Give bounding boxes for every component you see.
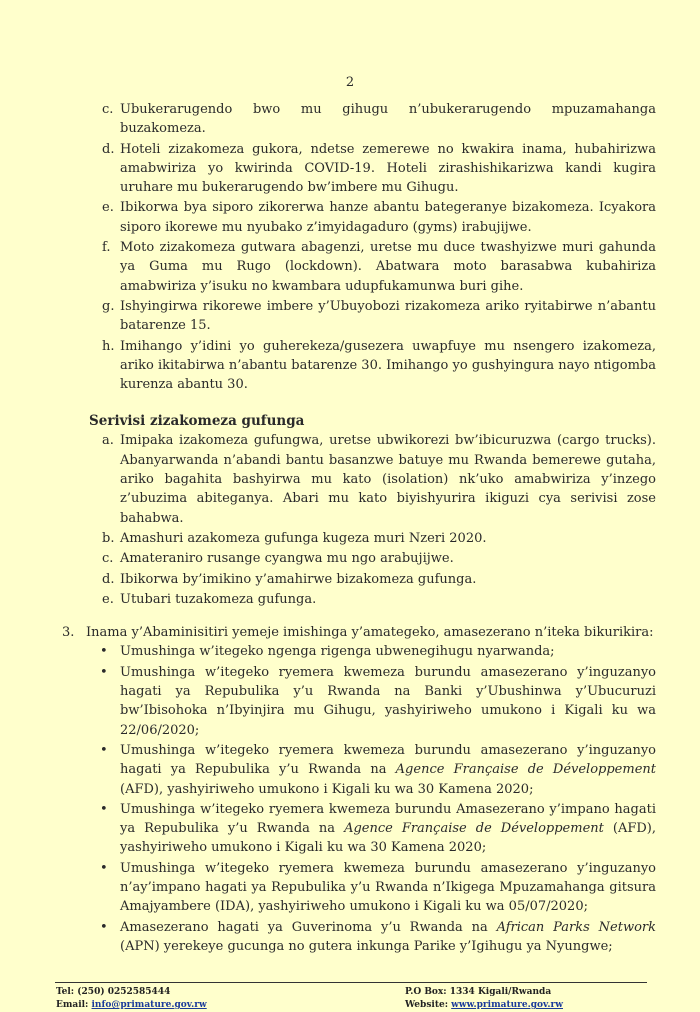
- list-item: [62, 337, 656, 395]
- list-item: [62, 100, 656, 139]
- bullet-text-italic: Agence Française de Développement: [344, 821, 604, 837]
- footer-website: [405, 999, 563, 1012]
- list-item: [62, 431, 656, 527]
- bullet-text-end: (APN) yerekeye gucunga no gutera inkunga Parike y’Igihugu ya Nyungwe;: [120, 938, 613, 954]
- list-item-text: Ubukerarugendo bwo mu gihugu n’ubukerarugendo mpuzamahanga buzakomeza.: [120, 102, 656, 137]
- bullet-icon: •: [100, 664, 108, 680]
- website-label: Website:: [404, 1000, 449, 1011]
- pobox-label: P.O Box:: [404, 987, 447, 998]
- numbered-item: [62, 623, 656, 642]
- bullet-icon: •: [100, 860, 108, 876]
- list-marker: f.: [102, 240, 111, 256]
- closed-services-list: [62, 431, 656, 609]
- bullet-icon: •: [100, 801, 108, 817]
- list-marker: a.: [102, 433, 114, 449]
- bullet-icon: •: [100, 644, 108, 660]
- footer-contact-left: [56, 986, 207, 1012]
- bullet-text-start: Umushinga w’itegeko ryemera kwemeza burundu Amasezerano y’impano hagati ya Repubulika y’u Rwanda na: [120, 801, 656, 837]
- list-marker: e.: [102, 591, 114, 607]
- bullet-text-end: (AFD), yashyiriweho umukono i Kigali ku wa 30 Kamena 2020;: [120, 781, 534, 797]
- bullet-text-start: Amasezerano hagati ya Guverinoma y’u Rwanda na: [120, 919, 497, 935]
- tel-label: Tel:: [56, 987, 75, 998]
- page-number: 2: [345, 75, 355, 90]
- list-item: [62, 297, 656, 336]
- list-item-text: Imipaka izakomeza gufungwa, uretse ubwikorezi bw’ibicuruzwa (cargo trucks). Abanyarwanda n’abandi bantu basanzwe batuye mu Rwanda bemerewe gutaha, ariko bagahita bashyirwa mu kato (isolation) nk’uko amabwiriza y’inzego z’ubuzima abiteganya. Abari mu kato biyishyurira ikiguzi cya serivisi zose bahabwa.: [120, 433, 656, 526]
- bullet-item: [62, 859, 656, 917]
- list-item: [62, 590, 656, 609]
- bullet-text: Umushinga w’itegeko ngenga rigenga ubwenegihugu nyarwanda;: [120, 644, 555, 660]
- list-item: [62, 198, 656, 237]
- footer-tel: [56, 986, 207, 999]
- bullet-text-start: Umushinga w’itegeko ryemera kwemeza burundu amasezerano y’inguzanyo hagati ya Repubulika y’u Rwanda na: [120, 742, 656, 778]
- list-item-text: Imihango y’idini yo guherekeza/gusezera uwapfuye mu nsengero izakomeza, ariko ikitabirwa n’abantu batarenze 30. Imihango yo gushyingura nayo ntigomba kurenza abantu 30.: [120, 338, 656, 393]
- list-item-text: Ibikorwa bya siporo zikorerwa hanze abantu bategeranye bizakomeza. Icyakora siporo ikorewe mu nyubako z’imyidagaduro (gyms) irabujijwe.: [120, 200, 656, 235]
- list-item-text: Moto zizakomeza gutwara abagenzi, uretse mu duce twashyizwe muri gahunda ya Guma mu Rugo (lockdown). Abatwara moto barasabwa kubahiriza amabwiriza y’isuku no kwambara udupfukamunwa buri gihe.: [120, 240, 656, 294]
- list-marker: c.: [102, 102, 114, 117]
- list-item: [62, 140, 656, 198]
- list-item: [62, 529, 656, 548]
- list-item-text: Amashuri azakomeza gufunga kugeza muri Nzeri 2020.: [120, 530, 487, 546]
- list-marker: d.: [102, 141, 115, 157]
- bullet-text-italic: Agence Française de Développement: [395, 762, 656, 778]
- bullet-icon: •: [100, 919, 108, 935]
- list-marker: b.: [102, 530, 115, 546]
- list-marker: g.: [102, 298, 115, 314]
- list-item-text: Ishyingirwa rikorewe imbere y’Ubuyobozi rizakomeza ariko ryitabirwe n’abantu batarenze 15.: [120, 298, 656, 334]
- footer-pobox: [405, 986, 563, 999]
- bullet-item: [62, 663, 656, 740]
- list-marker: c.: [102, 551, 114, 567]
- footer: [55, 982, 647, 1012]
- allowed-services-list: [62, 100, 656, 394]
- approved-items-list: [62, 642, 656, 956]
- bullet-text-end: (AFD), yashyiriweho umukono i Kigali ku wa 30 Kamena 2020;: [120, 821, 656, 856]
- list-item-text: Utubari tuzakomeza gufunga.: [120, 591, 317, 607]
- numbered-item-text: Inama y’Abaminisitiri yemeje imishinga y’amategeko, amasezerano n’iteka bikurikira:: [86, 625, 654, 641]
- email-label: Email:: [56, 1000, 89, 1011]
- bullet-item: [62, 800, 656, 858]
- list-item: [62, 570, 656, 589]
- footer-email: [56, 999, 207, 1012]
- list-item-text: Amateraniro rusange cyangwa mu ngo arabujijwe.: [120, 551, 454, 567]
- list-item-text: Ibikorwa by’imikino y’amahirwe bizakomeza gufunga.: [120, 571, 477, 587]
- list-item-text: Hoteli zizakomeza gukora, ndetse zemerewe no kwakira inama, hubahirizwa amabwiriza yo kwirinda COVID-19. Hoteli zirashishikarizwa kandi kugira uruhare mu bukerarugendo bw’imbere mu Gihugu.: [120, 141, 656, 196]
- bullet-item: [62, 918, 656, 957]
- list-marker: d.: [102, 571, 115, 587]
- bullet-text: Umushinga w’itegeko ryemera kwemeza burundu amasezerano y’inguzanyo n’ay’impano hagati ya Repubulika y’u Rwanda n’Ikigega Mpuzamahanga gitsura Amajyambere (IDA), yashyiriweho umukono i Kigali ku wa 05/07/2020;: [120, 860, 656, 915]
- list-item: [62, 238, 656, 296]
- section-heading: Serivisi zizakomeza gufunga: [89, 413, 305, 430]
- list-marker: e.: [102, 200, 114, 216]
- website-link[interactable]: www.primature.gov.rw: [451, 1000, 563, 1011]
- footer-contact-right: [405, 986, 563, 1012]
- list-marker: 3.: [62, 625, 75, 641]
- email-link[interactable]: info@primature.gov.rw: [91, 1000, 207, 1011]
- tel-value: (250) 0252585444: [77, 987, 171, 998]
- bullet-icon: •: [100, 742, 108, 758]
- bullet-text: Umushinga w’itegeko ryemera kwemeza burundu amasezerano y’inguzanyo hagati ya Repubulika y’u Rwanda na Banki y’Ubushinwa y’Ubucuruzi bw’Ibisohoka n’Ibyinjira mu Gihugu, yashyiriweho umukono i Kigali ku wa 22/06/2020;: [120, 664, 656, 738]
- list-marker: h.: [102, 338, 115, 354]
- pobox-value: 1334 Kigali/Rwanda: [449, 987, 552, 998]
- bullet-text-italic: African Parks Network: [496, 919, 656, 935]
- bullet-item: [62, 642, 656, 661]
- bullet-item: [62, 741, 656, 799]
- list-item: [62, 549, 656, 568]
